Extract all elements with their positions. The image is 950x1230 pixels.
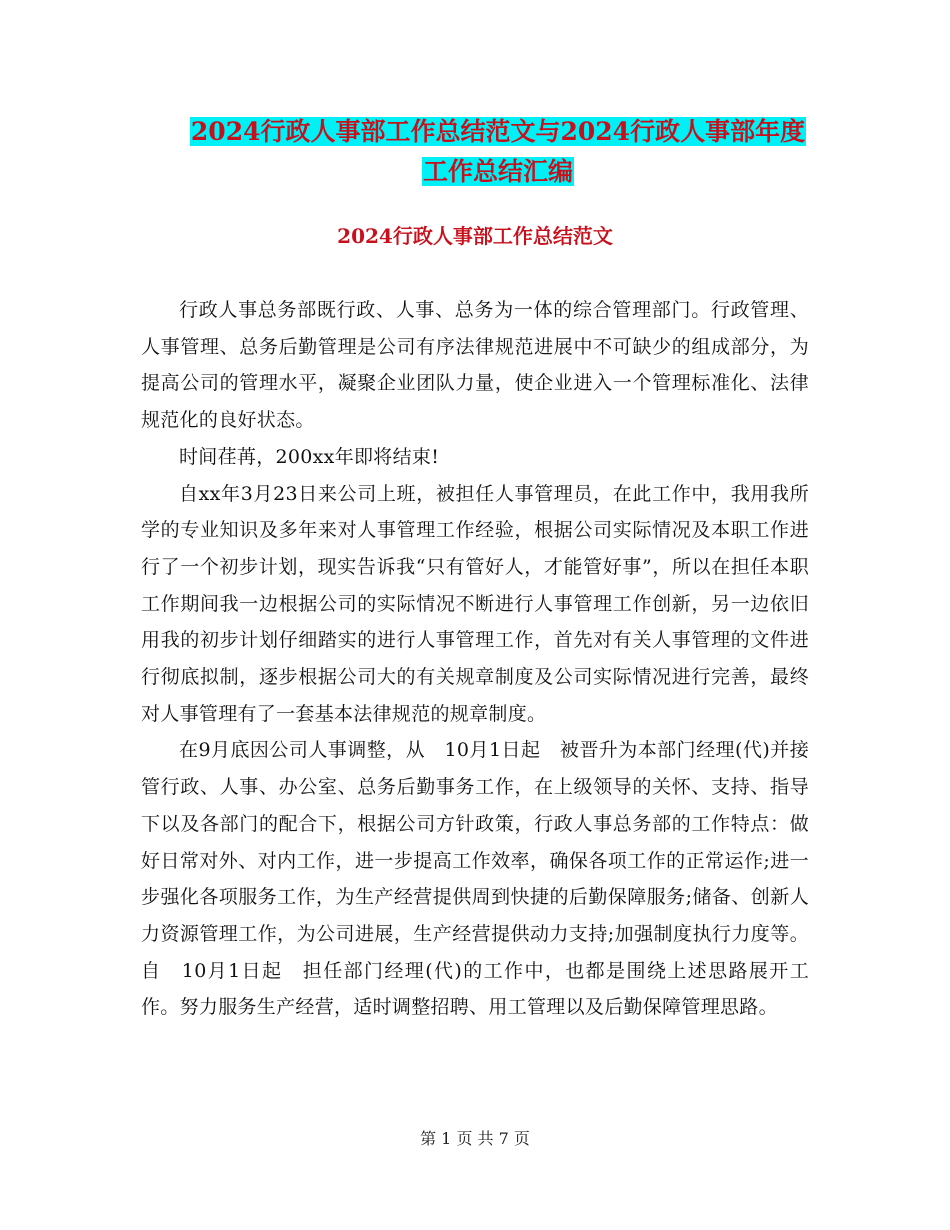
paragraph-intro: 行政人事总务部既行政、人事、总务为一体的综合管理部门。行政管理、人事管理、总务后勤管理是公司有序法律规范进展中不可缺少的组成部分，为提高公司的管理水平，凝聚企业团队力量，使企业进入一个管理标准化、法律规范化的良好状态。 xyxy=(141,299,809,432)
section-title: 2024行政人事部工作总结范文 xyxy=(337,224,613,248)
paragraph-promotion: 在9月底因公司人事调整，从 10月1日起 被晋升为本部门经理(代)并接管行政、人事、办公室、总务后勤事务工作，在上级领导的关怀、支持、指导下以及各部门的配合下，根据公司方针政策，行政人事总务部的工作特点：做好日常对外、对内工作，进一步提高工作效率，确保各项工作的正常运作;进一步强化各项服务工作，为生产经营提供周到快捷的后勤保障服务;储备、创新人力资源管理工作，为公司进展，生产经营提供动力支持;加强制度执行力度等。自 10月1日起 担任部门经理(代)的工作中，也都是围绕上述思路展开工作。努力服务生产经营，适时调整招聘、用工管理以及后勤保障管理思路。 xyxy=(141,739,809,1019)
document-title-line-1: 2024行政人事部工作总结范文与2024行政人事部年度 xyxy=(190,117,806,146)
page-footer: 第 1 页 共 7 页 xyxy=(420,1129,530,1148)
document-body xyxy=(141,292,809,1026)
paragraph-time: 时间荏苒，200xx年即将结束! xyxy=(179,445,440,468)
document-title xyxy=(140,112,856,192)
document-title-line-2: 工作总结汇编 xyxy=(422,157,573,186)
paragraph-hr-work: 自xx年3月23日来公司上班，被担任人事管理员，在此工作中，我用我所学的专业知识及多年来对人事管理工作经验，根据公司实际情况及本职工作进行了一个初步计划，现实告诉我“只有管好人，才能管好事”，所以在担任本职工作期间我一边根据公司的实际情况不断进行人事管理工作创新，另一边依旧用我的初步计划仔细踏实的进行人事管理工作，首先对有关人事管理的文件进行彻底拟制，逐步根据公司大的有关规章制度及公司实际情况进行完善，最终对人事管理有了一套基本法律规范的规章制度。 xyxy=(141,482,809,725)
